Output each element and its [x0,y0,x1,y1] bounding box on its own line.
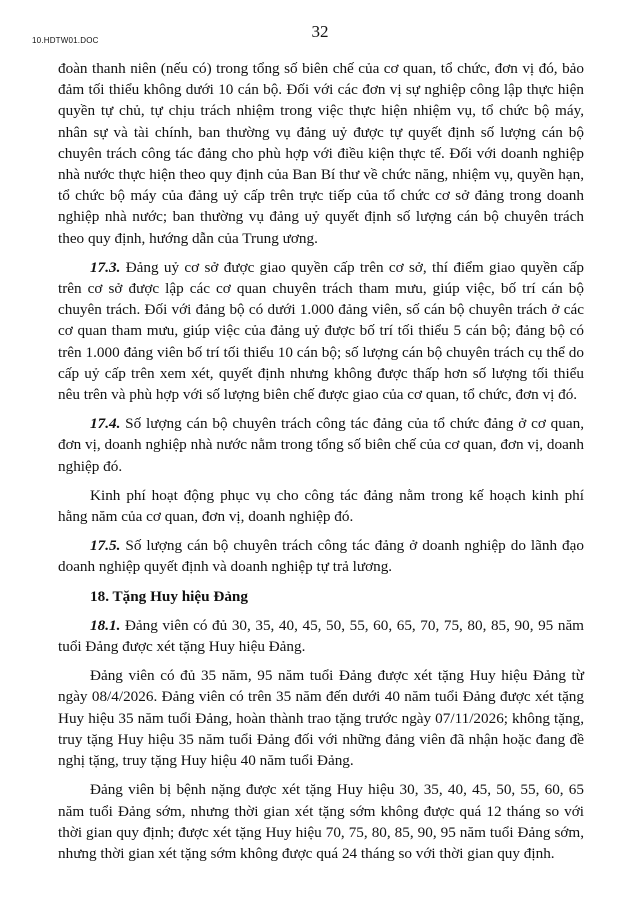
page-number: 32 [311,22,329,41]
document-body [58,58,584,872]
paragraph-text: Số lượng cán bộ chuyên trách công tác đảng ở doanh nghiệp do lãnh đạo doanh nghiệp quyết định và doanh nghiệp tự trả lương. [58,537,584,576]
paragraph-text: Đảng uỷ cơ sở được giao quyền cấp trên cơ sở, thí điểm giao quyền cấp trên cơ sở được lập các cơ quan chuyên trách tham mưu, giúp việc, bố trí cán bộ chuyên trách. Đối với đảng bộ có dưới 1.000 đảng viên, số cán bộ chuyên trách ở các cơ quan tham mưu, giúp việc của đảng uỷ được bố trí tối thiểu 5 cán bộ; đảng bộ có trên 1.000 đảng viên bố trí tối thiểu 10 cán bộ; số lượng cán bộ chuyên trách cụ thể do cấp uỷ cấp trên xem xét, quyết định nhưng không được thấp hơn số lượng tối thiểu nêu trên và phù hợp với số lượng biên chế được giao của cơ quan, tổ chức, đơn vị đó. [58,258,584,404]
paragraph-text: Đảng viên có đủ 30, 35, 40, 45, 50, 55, 60, 65, 70, 75, 80, 85, 90, 95 năm tuổi Đảng được xét tặng Huy hiệu Đảng. [58,616,584,656]
paragraph-text: Số lượng cán bộ chuyên trách công tác đảng của tổ chức đảng ở cơ quan, đơn vị, doanh nghiệp nhà nước nằm trong tổng số biên chế của cơ quan, đơn vị, doanh nghiệp đó. [58,415,584,475]
paragraph-badge-35-95 [58,665,584,771]
paragraph-text: Đảng viên có đủ 35 năm, 95 năm tuổi Đảng được xét tặng Huy hiệu Đảng từ ngày 08/4/2026. Đảng viên có trên 35 năm đến dưới 40 năm tuổi Đảng được xét tặng Huy hiệu 35 năm tuổi Đảng, hoàn thành trao tặng trước ngày 07/11/2026; không tặng, truy tặng Huy hiệu 35 năm tuổi Đảng đối với những đảng viên đã nhận hoặc đang đề nghị tặng, truy tặng Huy hiệu 40 năm tuổi Đảng. [58,667,584,770]
paragraph-text: Kinh phí hoạt động phục vụ cho công tác đảng nằm trong kế hoạch kinh phí hằng năm của cơ quan, đơn vị, doanh nghiệp đó. [58,486,584,526]
paragraph-17-4 [58,413,584,477]
section-number: 17.3. [90,258,121,276]
section-number: 17.5. [90,537,121,555]
section-number: 17.4. [90,415,121,433]
paragraph-18-1 [58,615,584,657]
paragraph-17-5 [58,535,584,577]
paragraph-badge-early [58,779,584,864]
section-number: 18.1. [90,616,121,634]
section-heading-18 [58,586,584,607]
paragraph-17-3 [58,257,584,405]
paragraph-continuation [58,58,584,249]
paragraph-funding [58,485,584,527]
paragraph-text: đoàn thanh niên (nếu có) trong tổng số biên chế của cơ quan, tổ chức, đơn vị đó, bảo đảm tối thiểu không dưới 10 cán bộ. Đối với các đơn vị sự nghiệp công lập thực hiện quyền tự chủ, tự chịu trách nhiệm trong việc thực hiện nhiệm vụ, tổ chức bộ máy, nhân sự và tài chính, ban thường vụ đảng uỷ được tự quyết định số lượng cán bộ chuyên trách công tác đảng cho phù hợp với điều kiện thực tế. Đối với doanh nghiệp nhà nước thực hiện theo quy định của Ban Bí thư về chức năng, nhiệm vụ, quyền hạn, tổ chức bộ máy của đảng uỷ cấp trên trực tiếp của tổ chức cơ sở đảng trong doanh nghiệp nhà nước; ban thường vụ đảng uỷ quyết định số lượng cán bộ chuyên trách theo quy định, hướng dẫn của Trung ương. [58,60,584,247]
heading-text: 18. Tặng Huy hiệu Đảng [90,587,248,605]
paragraph-text: Đảng viên bị bệnh nặng được xét tặng Huy hiệu 30, 35, 40, 45, 50, 55, 60, 65 năm tuổi Đảng sớm, nhưng thời gian xét tặng sớm không được quá 12 tháng so với thời gian quy định; được xét tặng Huy hiệu 70, 75, 80, 85, 90, 95 năm tuổi Đảng sớm, nhưng thời gian xét tặng sớm không được quá 24 tháng so với thời gian quy định. [58,781,584,862]
document-code: 10.HDTW01.DOC [32,36,99,45]
